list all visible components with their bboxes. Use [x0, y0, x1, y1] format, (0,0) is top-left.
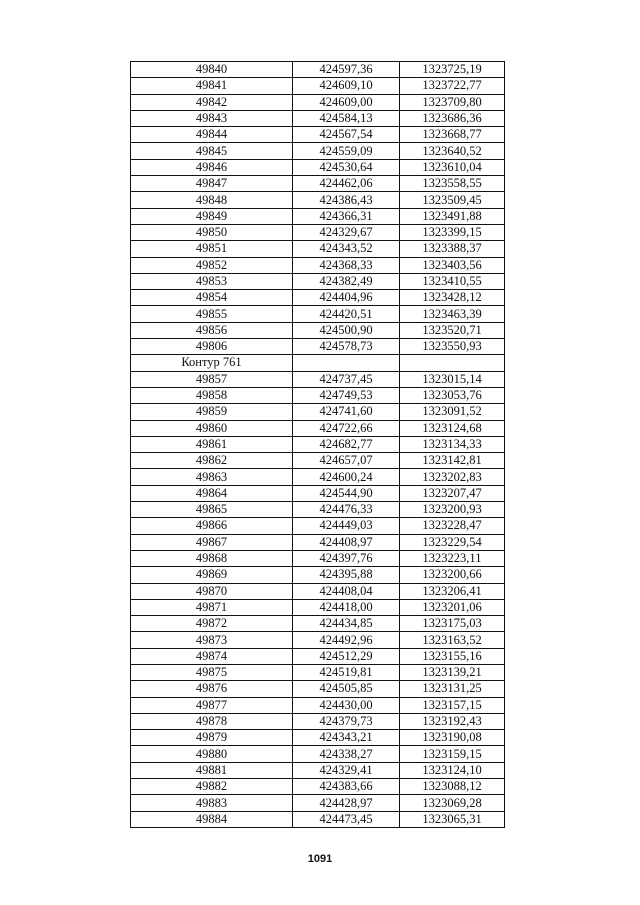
x-coordinate-cell: 424386,43 — [293, 192, 400, 208]
x-coordinate-cell: 424329,41 — [293, 762, 400, 778]
point-number-cell: 49866 — [131, 518, 293, 534]
table-row — [131, 550, 505, 566]
table-row — [131, 681, 505, 697]
y-coordinate-cell: 1323053,76 — [400, 387, 505, 403]
point-number-cell: 49869 — [131, 567, 293, 583]
x-coordinate-cell: 424428,97 — [293, 795, 400, 811]
table-row — [131, 290, 505, 306]
table-row — [131, 485, 505, 501]
table-row — [131, 534, 505, 550]
table-row — [131, 257, 505, 273]
point-number-cell: 49871 — [131, 599, 293, 615]
contour-title-cell: Контур 761 — [131, 355, 293, 371]
table-row — [131, 110, 505, 126]
x-coordinate-cell: 424343,52 — [293, 241, 400, 257]
y-coordinate-cell: 1323124,68 — [400, 420, 505, 436]
x-coordinate-cell: 424379,73 — [293, 713, 400, 729]
x-coordinate-cell: 424584,13 — [293, 110, 400, 126]
table-row — [131, 795, 505, 811]
point-number-cell: 49843 — [131, 110, 293, 126]
point-number-cell: 49883 — [131, 795, 293, 811]
table-row — [131, 127, 505, 143]
y-coordinate-cell: 1323159,15 — [400, 746, 505, 762]
table-row — [131, 762, 505, 778]
point-number-cell: 49879 — [131, 730, 293, 746]
y-coordinate-cell: 1323069,28 — [400, 795, 505, 811]
y-coordinate-cell: 1323190,08 — [400, 730, 505, 746]
point-number-cell: 49882 — [131, 779, 293, 795]
point-number-cell: 49872 — [131, 616, 293, 632]
point-number-cell: 49857 — [131, 371, 293, 387]
x-coordinate-cell: 424519,81 — [293, 664, 400, 680]
x-coordinate-cell — [293, 355, 400, 371]
x-coordinate-cell: 424449,03 — [293, 518, 400, 534]
x-coordinate-cell: 424476,33 — [293, 502, 400, 518]
x-coordinate-cell: 424408,97 — [293, 534, 400, 550]
point-number-cell: 49806 — [131, 339, 293, 355]
x-coordinate-cell: 424722,66 — [293, 420, 400, 436]
point-number-cell: 49867 — [131, 534, 293, 550]
point-number-cell: 49842 — [131, 94, 293, 110]
x-coordinate-cell: 424567,54 — [293, 127, 400, 143]
coordinates-table — [130, 61, 505, 828]
x-coordinate-cell: 424737,45 — [293, 371, 400, 387]
table-row — [131, 94, 505, 110]
y-coordinate-cell: 1323229,54 — [400, 534, 505, 550]
table-row — [131, 322, 505, 338]
table-row — [131, 502, 505, 518]
point-number-cell: 49868 — [131, 550, 293, 566]
y-coordinate-cell: 1323388,37 — [400, 241, 505, 257]
point-number-cell: 49855 — [131, 306, 293, 322]
y-coordinate-cell: 1323091,52 — [400, 404, 505, 420]
point-number-cell: 49862 — [131, 453, 293, 469]
y-coordinate-cell: 1323202,83 — [400, 469, 505, 485]
y-coordinate-cell: 1323207,47 — [400, 485, 505, 501]
y-coordinate-cell: 1323163,52 — [400, 632, 505, 648]
x-coordinate-cell: 424338,27 — [293, 746, 400, 762]
x-coordinate-cell: 424462,06 — [293, 176, 400, 192]
y-coordinate-cell: 1323155,16 — [400, 648, 505, 664]
x-coordinate-cell: 424395,88 — [293, 567, 400, 583]
point-number-cell: 49853 — [131, 273, 293, 289]
table-row — [131, 648, 505, 664]
table-row — [131, 176, 505, 192]
x-coordinate-cell: 424597,36 — [293, 62, 400, 78]
x-coordinate-cell: 424530,64 — [293, 159, 400, 175]
table-row — [131, 62, 505, 78]
y-coordinate-cell: 1323134,33 — [400, 436, 505, 452]
y-coordinate-cell: 1323722,77 — [400, 78, 505, 94]
table-row — [131, 387, 505, 403]
y-coordinate-cell: 1323668,77 — [400, 127, 505, 143]
point-number-cell: 49845 — [131, 143, 293, 159]
y-coordinate-cell: 1323139,21 — [400, 664, 505, 680]
y-coordinate-cell: 1323200,66 — [400, 567, 505, 583]
point-number-cell: 49861 — [131, 436, 293, 452]
y-coordinate-cell — [400, 355, 505, 371]
x-coordinate-cell: 424682,77 — [293, 436, 400, 452]
y-coordinate-cell: 1323206,41 — [400, 583, 505, 599]
table-row — [131, 404, 505, 420]
y-coordinate-cell: 1323124,10 — [400, 762, 505, 778]
table-row — [131, 339, 505, 355]
y-coordinate-cell: 1323157,15 — [400, 697, 505, 713]
y-coordinate-cell: 1323640,52 — [400, 143, 505, 159]
point-number-cell: 49854 — [131, 290, 293, 306]
point-number-cell: 49870 — [131, 583, 293, 599]
y-coordinate-cell: 1323428,12 — [400, 290, 505, 306]
table-row — [131, 779, 505, 795]
point-number-cell: 49851 — [131, 241, 293, 257]
table-row — [131, 599, 505, 615]
table-row — [131, 224, 505, 240]
x-coordinate-cell: 424741,60 — [293, 404, 400, 420]
y-coordinate-cell: 1323410,55 — [400, 273, 505, 289]
table-row — [131, 143, 505, 159]
x-coordinate-cell: 424749,53 — [293, 387, 400, 403]
x-coordinate-cell: 424383,66 — [293, 779, 400, 795]
x-coordinate-cell: 424408,04 — [293, 583, 400, 599]
x-coordinate-cell: 424397,76 — [293, 550, 400, 566]
point-number-cell: 49876 — [131, 681, 293, 697]
x-coordinate-cell: 424329,67 — [293, 224, 400, 240]
table-row — [131, 632, 505, 648]
table-row — [131, 811, 505, 827]
table-row — [131, 583, 505, 599]
point-number-cell: 49848 — [131, 192, 293, 208]
y-coordinate-cell: 1323175,03 — [400, 616, 505, 632]
x-coordinate-cell: 424492,96 — [293, 632, 400, 648]
table-row — [131, 436, 505, 452]
x-coordinate-cell: 424366,31 — [293, 208, 400, 224]
point-number-cell: 49850 — [131, 224, 293, 240]
y-coordinate-cell: 1323403,56 — [400, 257, 505, 273]
y-coordinate-cell: 1323228,47 — [400, 518, 505, 534]
table-row — [131, 616, 505, 632]
y-coordinate-cell: 1323142,81 — [400, 453, 505, 469]
table-row — [131, 518, 505, 534]
point-number-cell: 49841 — [131, 78, 293, 94]
table-row — [131, 273, 505, 289]
y-coordinate-cell: 1323725,19 — [400, 62, 505, 78]
y-coordinate-cell: 1323223,11 — [400, 550, 505, 566]
point-number-cell: 49863 — [131, 469, 293, 485]
x-coordinate-cell: 424657,07 — [293, 453, 400, 469]
table-row — [131, 730, 505, 746]
page-number: 1091 — [307, 853, 333, 865]
point-number-cell: 49881 — [131, 762, 293, 778]
x-coordinate-cell: 424505,85 — [293, 681, 400, 697]
x-coordinate-cell: 424609,10 — [293, 78, 400, 94]
table-row — [131, 453, 505, 469]
y-coordinate-cell: 1323201,06 — [400, 599, 505, 615]
point-number-cell: 49856 — [131, 322, 293, 338]
x-coordinate-cell: 424368,33 — [293, 257, 400, 273]
x-coordinate-cell: 424559,09 — [293, 143, 400, 159]
point-number-cell: 49858 — [131, 387, 293, 403]
x-coordinate-cell: 424430,00 — [293, 697, 400, 713]
point-number-cell: 49846 — [131, 159, 293, 175]
table-row — [131, 355, 505, 371]
y-coordinate-cell: 1323550,93 — [400, 339, 505, 355]
point-number-cell: 49877 — [131, 697, 293, 713]
y-coordinate-cell: 1323200,93 — [400, 502, 505, 518]
table-row — [131, 241, 505, 257]
table-row — [131, 159, 505, 175]
table-row — [131, 469, 505, 485]
table-row — [131, 78, 505, 94]
y-coordinate-cell: 1323015,14 — [400, 371, 505, 387]
y-coordinate-cell: 1323686,36 — [400, 110, 505, 126]
y-coordinate-cell: 1323509,45 — [400, 192, 505, 208]
point-number-cell: 49849 — [131, 208, 293, 224]
x-coordinate-cell: 424382,49 — [293, 273, 400, 289]
y-coordinate-cell: 1323463,39 — [400, 306, 505, 322]
y-coordinate-cell: 1323131,25 — [400, 681, 505, 697]
table-row — [131, 371, 505, 387]
table-row — [131, 746, 505, 762]
y-coordinate-cell: 1323520,71 — [400, 322, 505, 338]
table-row — [131, 713, 505, 729]
point-number-cell: 49864 — [131, 485, 293, 501]
point-number-cell: 49875 — [131, 664, 293, 680]
point-number-cell: 49852 — [131, 257, 293, 273]
x-coordinate-cell: 424434,85 — [293, 616, 400, 632]
x-coordinate-cell: 424420,51 — [293, 306, 400, 322]
point-number-cell: 49878 — [131, 713, 293, 729]
y-coordinate-cell: 1323558,55 — [400, 176, 505, 192]
x-coordinate-cell: 424609,00 — [293, 94, 400, 110]
table-row — [131, 192, 505, 208]
point-number-cell: 49840 — [131, 62, 293, 78]
x-coordinate-cell: 424600,24 — [293, 469, 400, 485]
point-number-cell: 49859 — [131, 404, 293, 420]
coordinates-table-body — [131, 62, 505, 828]
x-coordinate-cell: 424418,00 — [293, 599, 400, 615]
point-number-cell: 49847 — [131, 176, 293, 192]
x-coordinate-cell: 424544,90 — [293, 485, 400, 501]
y-coordinate-cell: 1323192,43 — [400, 713, 505, 729]
x-coordinate-cell: 424473,45 — [293, 811, 400, 827]
table-row — [131, 567, 505, 583]
y-coordinate-cell: 1323399,15 — [400, 224, 505, 240]
x-coordinate-cell: 424578,73 — [293, 339, 400, 355]
table-row — [131, 208, 505, 224]
y-coordinate-cell: 1323065,31 — [400, 811, 505, 827]
table-row — [131, 306, 505, 322]
point-number-cell: 49865 — [131, 502, 293, 518]
point-number-cell: 49873 — [131, 632, 293, 648]
table-row — [131, 420, 505, 436]
table-row — [131, 664, 505, 680]
x-coordinate-cell: 424343,21 — [293, 730, 400, 746]
y-coordinate-cell: 1323709,80 — [400, 94, 505, 110]
point-number-cell: 49844 — [131, 127, 293, 143]
point-number-cell: 49874 — [131, 648, 293, 664]
point-number-cell: 49880 — [131, 746, 293, 762]
y-coordinate-cell: 1323610,04 — [400, 159, 505, 175]
x-coordinate-cell: 424404,96 — [293, 290, 400, 306]
x-coordinate-cell: 424500,90 — [293, 322, 400, 338]
point-number-cell: 49860 — [131, 420, 293, 436]
y-coordinate-cell: 1323088,12 — [400, 779, 505, 795]
y-coordinate-cell: 1323491,88 — [400, 208, 505, 224]
x-coordinate-cell: 424512,29 — [293, 648, 400, 664]
table-row — [131, 697, 505, 713]
point-number-cell: 49884 — [131, 811, 293, 827]
